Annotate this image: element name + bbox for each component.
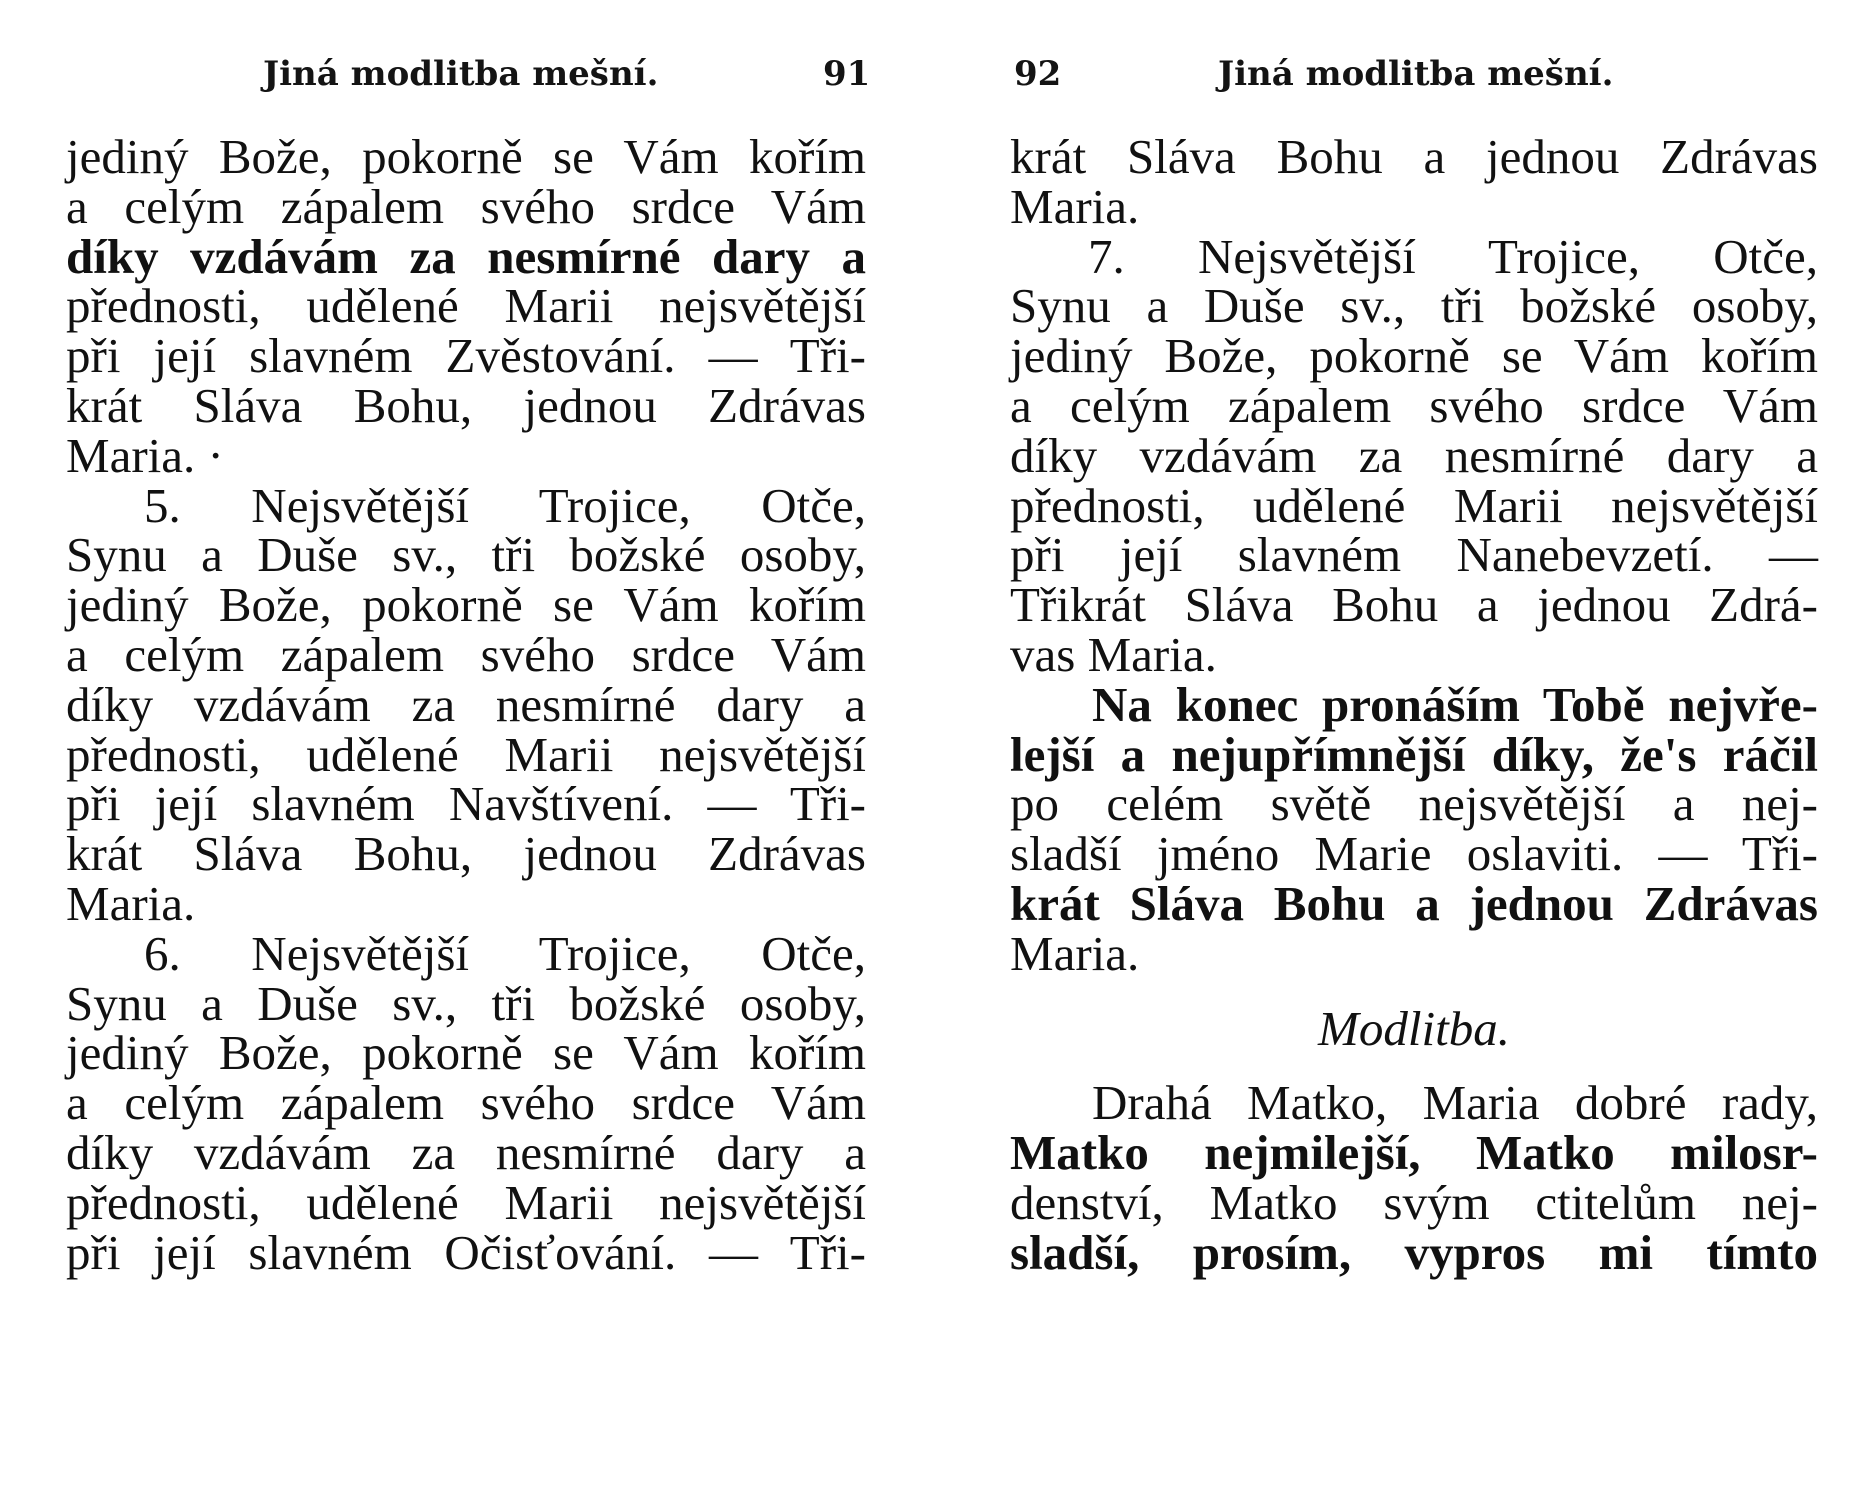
text-line: Synu a Duše sv., tři božské osoby, xyxy=(1010,278,1818,334)
text-line: Synu a Duše sv., tři božské osoby, xyxy=(66,975,866,1031)
text-line: Maria. · xyxy=(66,427,224,483)
left-page xyxy=(0,0,920,1500)
text-line: a celým zápalem svého srdce Vám xyxy=(66,178,866,234)
text-line: krát Sláva Bohu, jednou Zdrávas xyxy=(66,377,866,433)
text-line: po celém světě nejsvětější a nej- xyxy=(1010,776,1818,832)
text-line: Matko nejmilejší, Matko milosr- xyxy=(1010,1125,1818,1181)
text-line: jediný Bože, pokorně se Vám kořím xyxy=(1010,328,1818,384)
text-line: Maria. xyxy=(66,875,196,931)
text-line: jediný Bože, pokorně se Vám kořím xyxy=(66,129,866,184)
text-line: při její slavném Očisťování. — Tři- xyxy=(66,1224,866,1280)
body-text-left xyxy=(66,129,866,1280)
section-heading: Modlitba. xyxy=(1318,1000,1510,1056)
text-line: a celým zápalem svého srdce Vám xyxy=(66,626,866,682)
body-text-right xyxy=(1010,129,1818,1280)
text-line: díky vzdávám za nesmírné dary a xyxy=(1010,427,1818,483)
text-line: lejší a nejupřímnější díky, že's ráčil xyxy=(1010,726,1818,782)
text-line: Drahá Matko, Maria dobré rady, xyxy=(1092,1075,1818,1131)
text-line: při její slavném Nanebevzetí. — xyxy=(1010,527,1818,583)
text-line: Maria. xyxy=(1010,178,1140,234)
text-line: přednosti, udělené Marii nejsvětější xyxy=(66,1174,866,1230)
text-line: krát Sláva Bohu, jednou Zdrávas xyxy=(66,826,866,882)
text-line: a celým zápalem svého srdce Vám xyxy=(1010,377,1818,433)
text-line: přednosti, udělené Marii nejsvětější xyxy=(1010,477,1818,533)
text-line: jediný Bože, pokorně se Vám kořím xyxy=(66,1025,866,1081)
page-number-right: 92 xyxy=(1014,54,1062,94)
text-line: Na konec pronáším Tobě nejvře- xyxy=(1092,676,1818,732)
text-line: díky vzdávám za nesmírné dary a xyxy=(66,1124,866,1180)
text-line: denství, Matko svým ctitelům nej- xyxy=(1010,1174,1818,1230)
running-header-left: Jiná modlitba mešní. xyxy=(263,54,659,94)
text-line: sladší, prosím, vypros mi tímto xyxy=(1010,1224,1818,1280)
text-line: 6. Nejsvětější Trojice, Otče, xyxy=(144,925,866,981)
text-line: při její slavném Navštívení. — Tři- xyxy=(66,776,866,832)
text-line: díky vzdávám za nesmírné dary a xyxy=(66,676,866,732)
text-line: Synu a Duše sv., tři božské osoby, xyxy=(66,527,866,583)
text-line: Maria. xyxy=(1010,925,1140,981)
text-line: sladší jméno Marie oslaviti. — Tři- xyxy=(1010,826,1818,882)
text-line: a celým zápalem svého srdce Vám xyxy=(66,1075,866,1131)
text-line: přednosti, udělené Marii nejsvětější xyxy=(66,726,866,782)
text-line: při její slavném Zvěstování. — Tři- xyxy=(66,328,866,384)
text-line: krát Sláva Bohu a jednou Zdrávas xyxy=(1010,875,1818,931)
text-line: Třikrát Sláva Bohu a jednou Zdrá- xyxy=(1010,577,1818,633)
text-line: 5. Nejsvětější Trojice, Otče, xyxy=(144,477,866,533)
text-line: jediný Bože, pokorně se Vám kořím xyxy=(66,577,866,633)
page-number-left: 91 xyxy=(823,54,871,94)
running-header-right: Jiná modlitba mešní. xyxy=(1218,54,1614,94)
text-line: krát Sláva Bohu a jednou Zdrávas xyxy=(1010,129,1818,184)
text-line: 7. Nejsvětější Trojice, Otče, xyxy=(1088,228,1818,284)
text-line: přednosti, udělené Marii nejsvětější xyxy=(66,278,866,334)
right-page xyxy=(920,0,1862,1500)
text-line: díky vzdávám za nesmírné dary a xyxy=(66,228,866,284)
text-line: vas Maria. xyxy=(1010,626,1217,682)
